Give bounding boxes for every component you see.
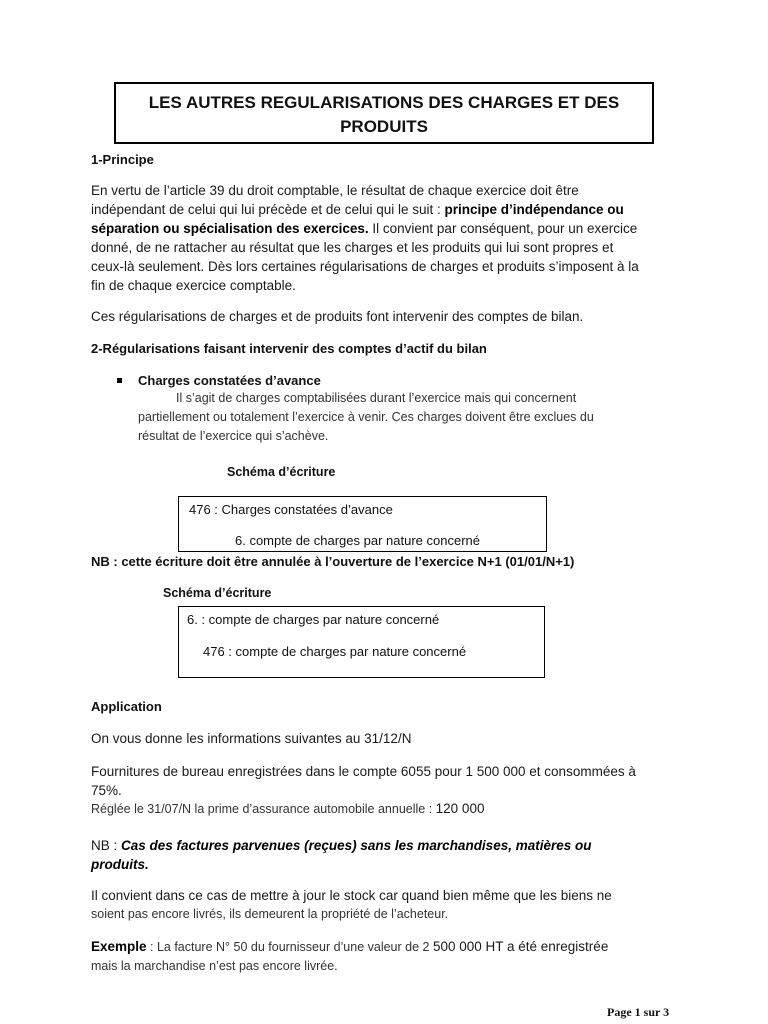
- exemple-text-1a: : La facture N° 50 du fournisseur d’une valeur de 2: [146, 940, 433, 954]
- exemple-line-2: mais la marchandise n’est pas encore livrée.: [91, 959, 338, 973]
- exemple-label: Exemple: [91, 939, 147, 954]
- nb-2-line-2: [91, 855, 691, 874]
- item-1-line-1: Fournitures de bureau enregistrées dans le compte 6055 pour 1 500 000 et consommées à: [91, 764, 636, 779]
- exemple: [91, 937, 701, 976]
- section-1-paragraph: [91, 181, 691, 295]
- p1-line-2a: indépendant de celui qui lui précède et de celui qui le suit :: [91, 202, 445, 217]
- exemple-text-1b: 500 000 HT a été enregistrée: [432, 939, 609, 954]
- p1-line-2: [91, 200, 691, 219]
- item-2-amount: 120 000: [435, 801, 485, 816]
- schema-1-line-1: 476 : Charges constatées d’avance: [189, 502, 393, 517]
- nb-2-paragraph: [91, 886, 691, 924]
- application-intro: On vous donne les informations suivantes au 31/12/N: [91, 731, 412, 746]
- p1-line-6: fin de chaque exercice comptable.: [91, 278, 296, 293]
- nb-2-para-line-1: Il convient dans ce cas de mettre à jour le stock car quand bien même que les biens ne: [91, 888, 612, 903]
- exemple-line-1: [91, 937, 701, 957]
- schema-2-label: Schéma d’écriture: [163, 586, 272, 600]
- bullet-text: [138, 389, 678, 446]
- nb-2-text-2: produits.: [91, 857, 149, 872]
- item-2-text: Réglée le 31/07/N la prime d’assurance automobile annuelle :: [91, 802, 436, 816]
- schema-1-box: [178, 496, 547, 552]
- schema-1-label: Schéma d’écriture: [227, 465, 336, 479]
- bullet-title: Charges constatées d’avance: [138, 373, 321, 388]
- p1-line-5: ceux-là seulement. Dès lors certaines régularisations de charges et produits s’imposent à la: [91, 259, 639, 274]
- nb-2-text-1: Cas des factures parvenues (reçues) sans les marchandises, matières ou: [121, 838, 592, 853]
- title-box: [114, 82, 654, 144]
- nb-2-para-line-2: soient pas encore livrés, ils demeurent la propriété de l’acheteur.: [91, 907, 449, 921]
- p1-line-2b: principe d’indépendance ou: [444, 202, 624, 217]
- schema-1-line-2: 6. compte de charges par nature concerné: [235, 533, 480, 548]
- section-2-heading: 2-Régularisations faisant intervenir des comptes d’actif du bilan: [91, 341, 487, 356]
- section-1-heading: 1-Principe: [91, 152, 154, 167]
- application-item-1: [91, 762, 691, 800]
- bullet-text-line-1: Il s’agit de charges comptabilisées durant l’exercice mais qui concernent: [176, 391, 577, 405]
- p1-line-4: donné, de ne rattacher au résultat que les charges et les produits qui lui sont propres et: [91, 240, 614, 255]
- nb-2-line-1: [91, 836, 691, 855]
- bullet-text-line-3: résultat de l’exercice qui s’achève.: [138, 429, 329, 443]
- item-1-line-2: 75%.: [91, 783, 122, 798]
- title-line-2: PRODUITS: [340, 117, 428, 136]
- schema-2-box: [178, 606, 545, 678]
- p1-line-3: [91, 219, 691, 238]
- nb-2-prefix: NB :: [91, 838, 122, 853]
- schema-2-line-1: 6. : compte de charges par nature concerné: [187, 612, 440, 627]
- nb-2: [91, 836, 691, 874]
- bullet-text-line-2: partiellement ou totalement l’exercice à venir. Ces charges doivent être exclues du: [138, 410, 594, 424]
- p1-line-1: En vertu de l’article 39 du droit comptable, le résultat de chaque exercice doit être: [91, 183, 579, 198]
- title-line-1: LES AUTRES REGULARISATIONS DES CHARGES ET DES: [148, 93, 620, 112]
- page-number: Page 1 sur 3: [607, 1005, 670, 1019]
- p1-line-3a: séparation ou spécialisation des exercices.: [91, 221, 369, 236]
- schema-2-line-2: 476 : compte de charges par nature concerné: [203, 644, 467, 659]
- p1-line-3b: Il convient par conséquent, pour un exercice: [368, 221, 638, 236]
- nb-note: NB : cette écriture doit être annulée à l’ouverture de l’exercice N+1 (01/01/N+1): [91, 554, 575, 569]
- bullet-square-icon: [117, 378, 122, 383]
- section-1-paragraph-2: Ces régularisations de charges et de produits font intervenir des comptes de bilan.: [91, 309, 584, 324]
- application-item-2: [91, 799, 484, 819]
- application-heading: Application: [91, 699, 162, 714]
